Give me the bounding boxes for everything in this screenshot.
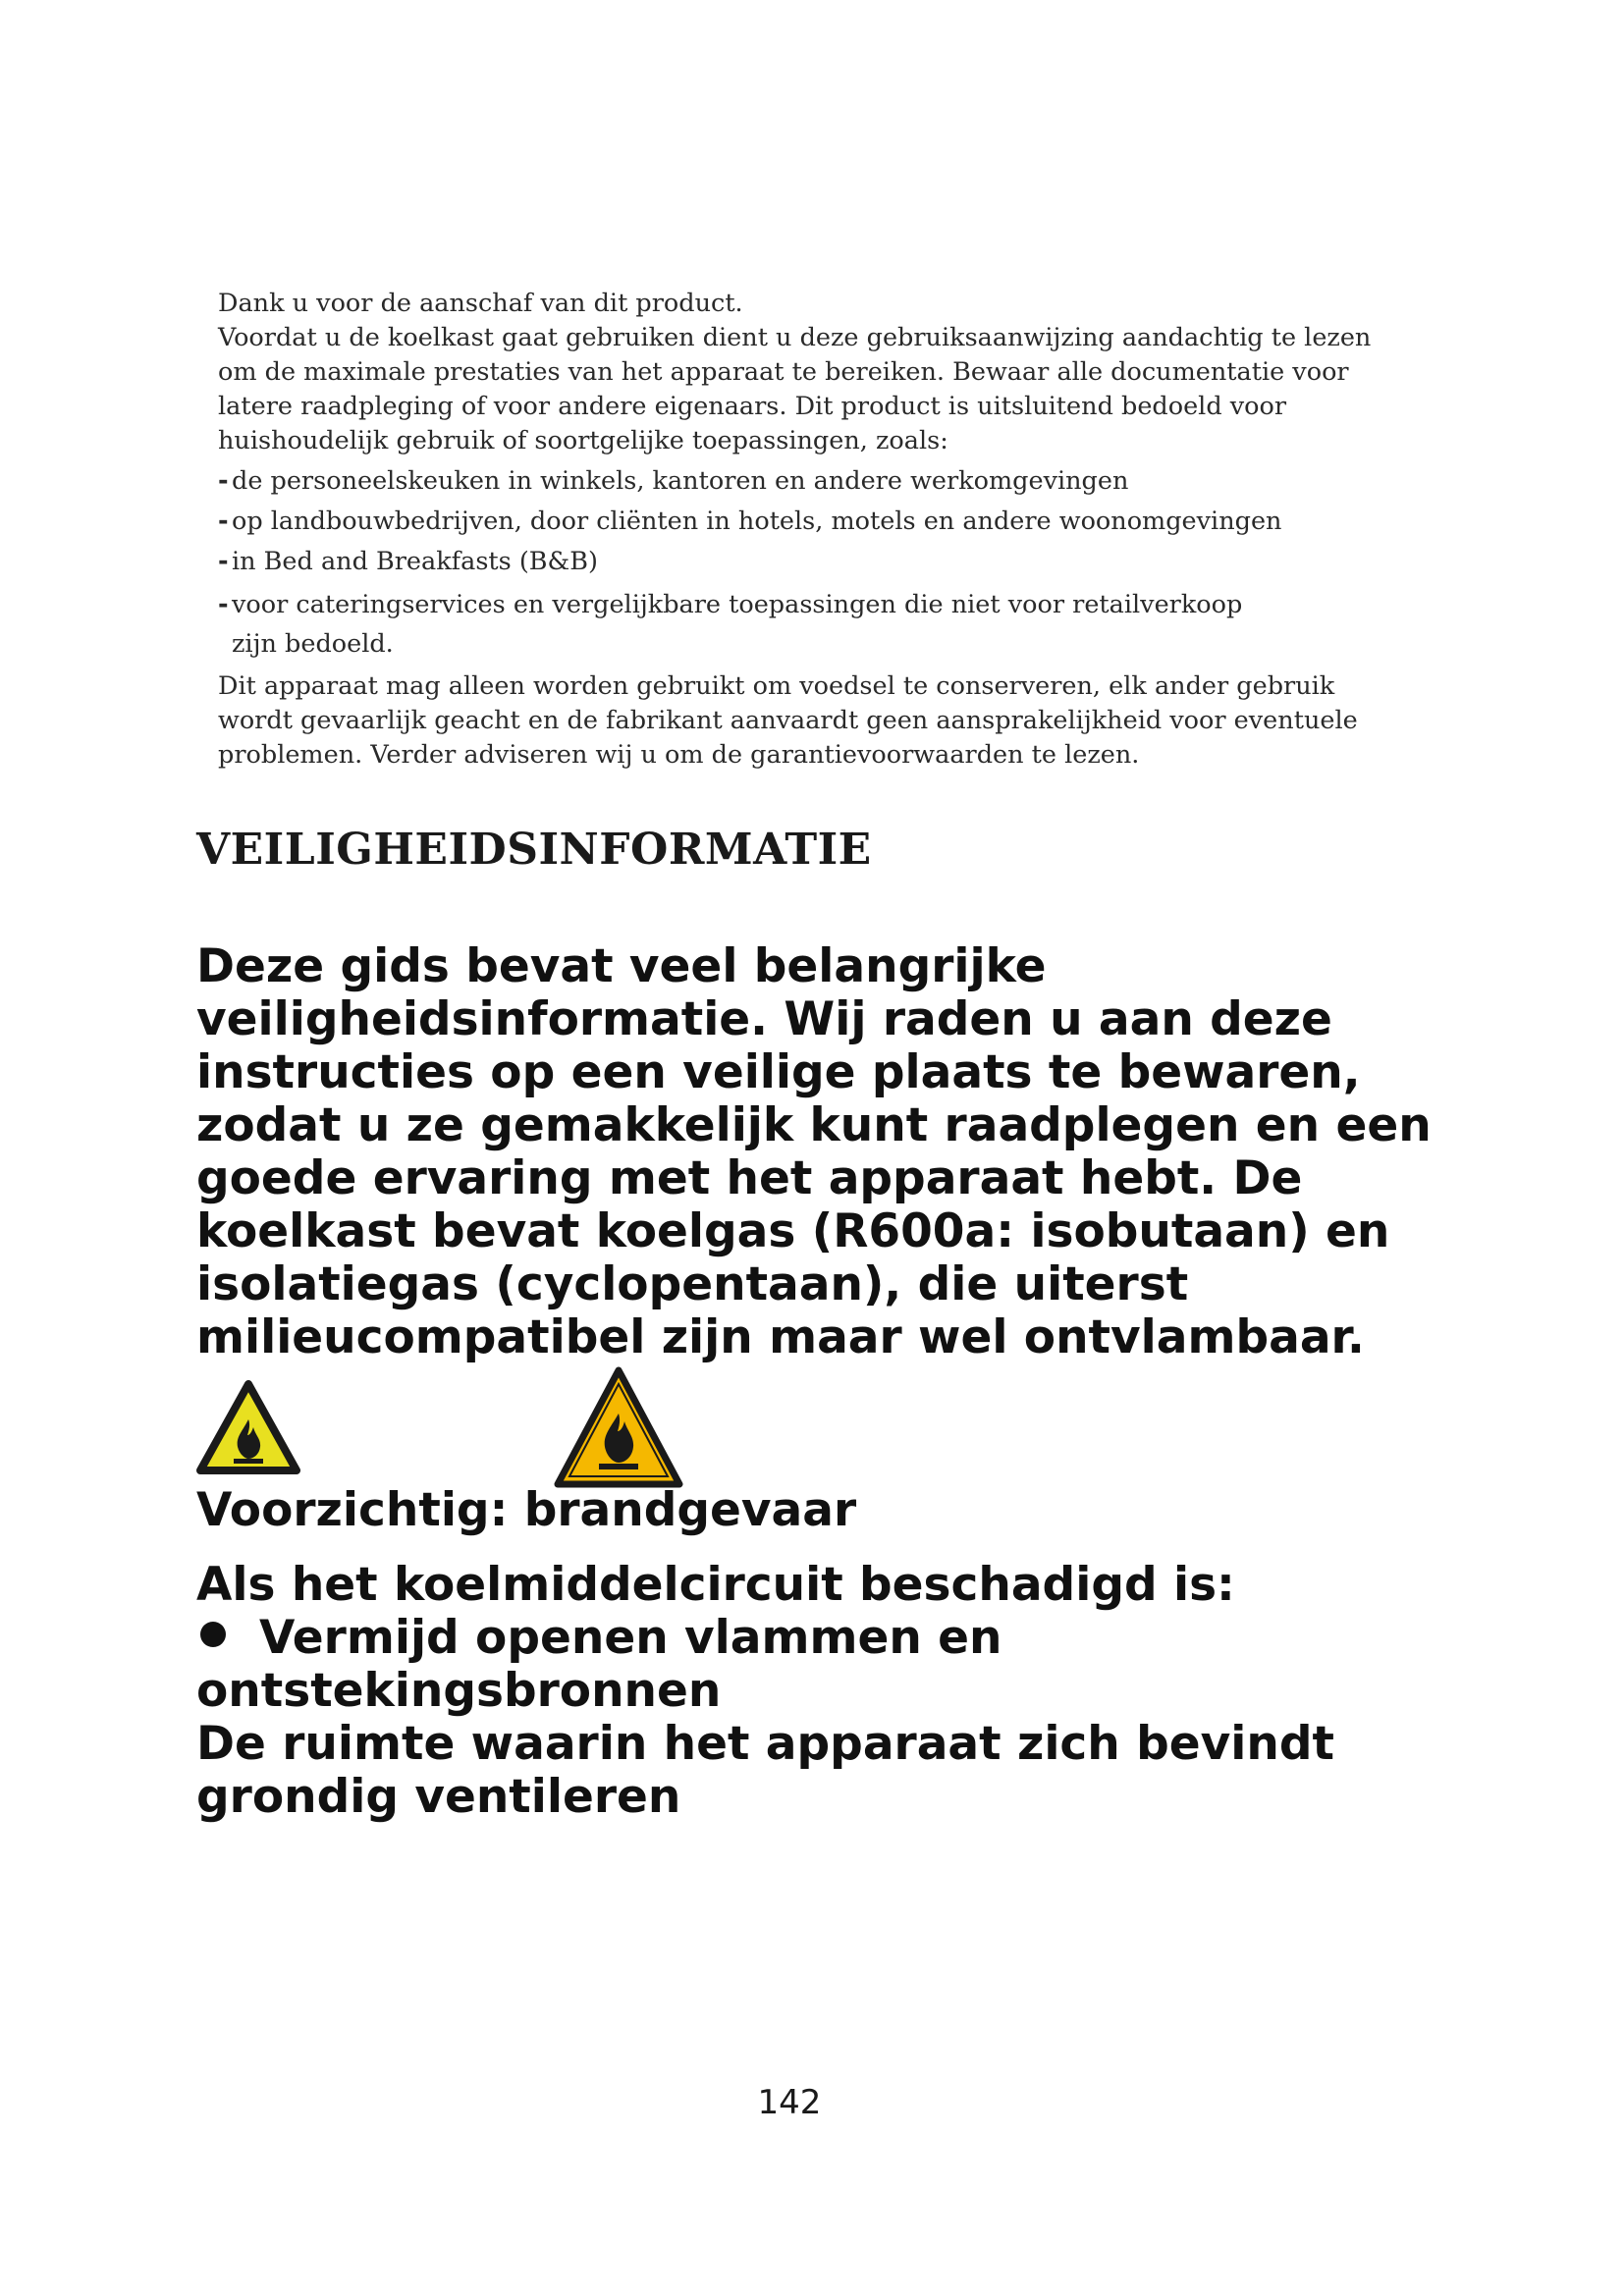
warning-line: instructies op een veilige plaats te bewaren,	[196, 1045, 1361, 1099]
intro-line: huishoudelijk gebruik of soortgelijke toepassingen, zoals:	[218, 426, 948, 455]
warning-line: milieucompatibel zijn maar wel ontvlambaar.	[196, 1310, 1365, 1364]
intended-use-list	[218, 464, 1396, 664]
caution-heading: Voorzichtig: brandgevaar	[196, 1483, 857, 1537]
ventilate-line: De ruimte waarin het apparaat zich bevindt	[196, 1717, 1334, 1771]
flammable-warning-icon	[196, 1380, 300, 1474]
intro-line: Voordat u de koelkast gaat gebruiken dient u deze gebruiksaanwijzing aandachtig te lezen	[218, 323, 1372, 352]
intro-line: latere raadpleging of voor andere eigenaars. Dit product is uitsluitend bedoeld voor	[218, 392, 1287, 421]
safety-warning	[196, 940, 1434, 1364]
bullet-icon	[200, 1622, 226, 1647]
warning-line: zodat u ze gemakkelijk kunt raadplegen en een	[196, 1098, 1432, 1152]
list-item: - voor cateringservices en vergelijkbare toepassingen die niet voor retailverkoop zijn bedoeld.	[218, 585, 1292, 664]
list-item: - in Bed and Breakfasts (B&B)	[218, 545, 1396, 579]
flammable-warning-icon	[554, 1366, 683, 1488]
intro-closing-line: problemen. Verder adviseren wij u om de garantievoorwaarden te lezen.	[218, 740, 1140, 770]
warning-line: goede ervaring met het apparaat hebt. De	[196, 1151, 1303, 1205]
bullet-text-continued: ontstekingsbronnen	[196, 1664, 722, 1718]
intro-line: Dank u voor de aanschaf van dit product.	[218, 289, 743, 318]
warning-line: veiligheidsinformatie. Wij raden u aan deze	[196, 992, 1332, 1046]
refrigerant-damage-instructions	[196, 1559, 1434, 1824]
bullet-text: Vermijd openen vlammen en	[259, 1611, 1002, 1665]
damage-heading: Als het koelmiddelcircuit beschadigd is:	[196, 1558, 1235, 1612]
ventilate-line: grondig ventileren	[196, 1770, 681, 1824]
intro-text	[218, 287, 1396, 773]
warning-line: isolatiegas (cyclopentaan), die uiterst	[196, 1257, 1189, 1311]
intro-line: om de maximale prestaties van het apparaat te bereiken. Bewaar alle documentatie voor	[218, 357, 1349, 387]
list-item: - de personeelskeuken in winkels, kantoren en andere werkomgevingen	[218, 464, 1396, 499]
list-item	[196, 1612, 1434, 1665]
intro-closing-line: Dit apparaat mag alleen worden gebruikt om voedsel te conserveren, elk ander gebruik	[218, 671, 1335, 701]
intro-closing-line: wordt gevaarlijk geacht en de fabrikant aanvaardt geen aansprakelijkheid voor eventuele	[218, 706, 1358, 735]
warning-line: Deze gids bevat veel belangrijke	[196, 939, 1047, 993]
hazard-icons	[192, 1366, 703, 1484]
section-title: VEILIGHEIDSINFORMATIE	[196, 825, 872, 875]
list-item: - op landbouwbedrijven, door cliënten in hotels, motels en andere woonomgevingen	[218, 505, 1396, 539]
page-number: 142	[757, 2083, 822, 2122]
warning-line: koelkast bevat koelgas (R600a: isobutaan) en	[196, 1204, 1390, 1258]
